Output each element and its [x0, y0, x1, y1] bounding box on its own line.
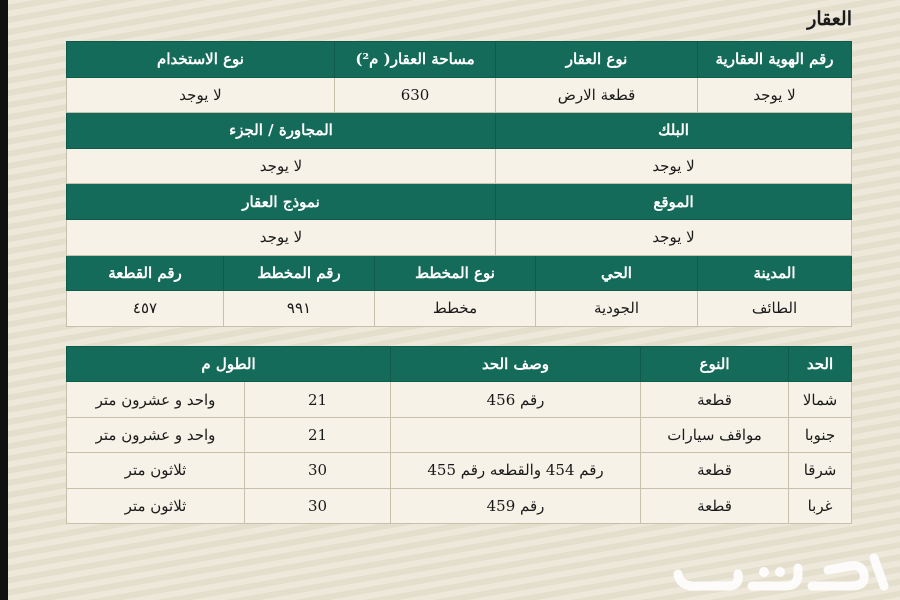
- border-desc-cell: رقم 456: [391, 382, 641, 417]
- border-desc-cell: رقم 454 والقطعه رقم 455: [391, 453, 641, 488]
- border-type-cell: قطعة: [641, 453, 789, 488]
- value-block: لا يوجد: [496, 148, 852, 184]
- header-city: المدينة: [698, 255, 852, 291]
- value-usage-type: لا يوجد: [67, 77, 335, 113]
- header-property-type: نوع العقار: [496, 42, 698, 78]
- header-location: الموقع: [496, 184, 852, 220]
- border-length-text-cell: ثلاثون متر: [67, 488, 245, 523]
- border-length-cell: 21: [245, 417, 391, 452]
- value-location: لا يوجد: [496, 219, 852, 255]
- value-plan-type: مخطط: [375, 291, 536, 327]
- border-side-cell: شمالا: [789, 382, 852, 417]
- page-title: العقار: [807, 8, 852, 30]
- border-type-cell: مواقف سيارات: [641, 417, 789, 452]
- border-side-cell: غربا: [789, 488, 852, 523]
- header-block: البلك: [496, 113, 852, 149]
- value-city: الطائف: [698, 291, 852, 327]
- table-row: [67, 453, 852, 488]
- table-row: [67, 417, 852, 452]
- border-side-cell: جنوبا: [789, 417, 852, 452]
- header-property-model: نموذج العقار: [67, 184, 496, 220]
- value-plot-number: ٤٥٧: [67, 291, 224, 327]
- value-property-model: لا يوجد: [67, 219, 496, 255]
- value-property-area: 630: [335, 77, 496, 113]
- borders-table: [66, 346, 852, 524]
- haraj-logo-icon: [668, 544, 894, 594]
- header-border-side: الحد: [789, 347, 852, 382]
- value-neighborhood-part: لا يوجد: [67, 148, 496, 184]
- border-length-cell: 30: [245, 488, 391, 523]
- table-row: [67, 382, 852, 417]
- left-dark-edge: [0, 0, 8, 600]
- header-property-area: مساحة العقار( م²): [335, 42, 496, 78]
- border-length-text-cell: واحد و عشرون متر: [67, 382, 245, 417]
- border-desc-cell: رقم 459: [391, 488, 641, 523]
- border-length-cell: 30: [245, 453, 391, 488]
- header-plot-number: رقم القطعة: [67, 255, 224, 291]
- border-side-cell: شرقا: [789, 453, 852, 488]
- value-district: الجودية: [536, 291, 698, 327]
- border-length-text-cell: ثلاثون متر: [67, 453, 245, 488]
- header-neighborhood-part: المجاورة / الجزء: [67, 113, 496, 149]
- border-type-cell: قطعة: [641, 382, 789, 417]
- border-length-text-cell: واحد و عشرون متر: [67, 417, 245, 452]
- border-length-cell: 21: [245, 382, 391, 417]
- property-table: [66, 41, 852, 327]
- header-usage-type: نوع الاستخدام: [67, 42, 335, 78]
- border-type-cell: قطعة: [641, 488, 789, 523]
- header-district: الحي: [536, 255, 698, 291]
- header-border-length: الطول م: [67, 347, 391, 382]
- header-border-description: وصف الحد: [391, 347, 641, 382]
- header-plan-type: نوع المخطط: [375, 255, 536, 291]
- border-desc-cell: [391, 417, 641, 452]
- header-plan-number: رقم المخطط: [224, 255, 375, 291]
- value-property-id: لا يوجد: [698, 77, 852, 113]
- value-property-type: قطعة الارض: [496, 77, 698, 113]
- header-property-id: رقم الهوية العقارية: [698, 42, 852, 78]
- header-border-type: النوع: [641, 347, 789, 382]
- table-row: [67, 488, 852, 523]
- value-plan-number: ٩٩١: [224, 291, 375, 327]
